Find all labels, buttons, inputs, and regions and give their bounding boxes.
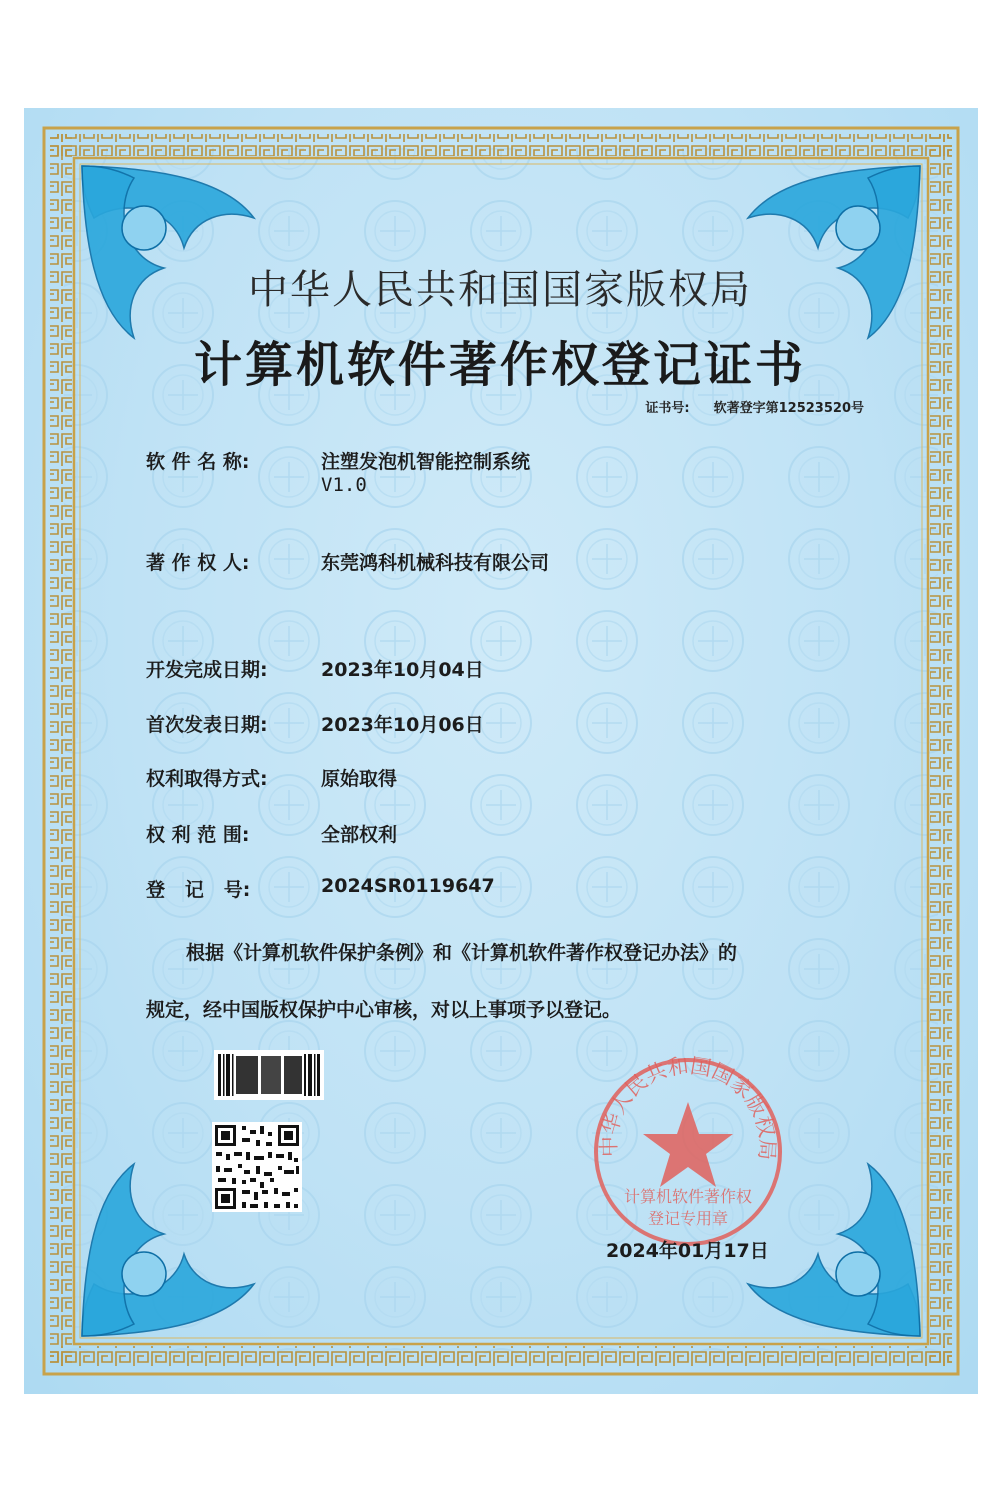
- certificate-number: [645, 397, 864, 416]
- field-registration-number: [146, 875, 495, 902]
- publication-date-label: 首次发表日期:: [146, 714, 268, 736]
- field-scope-of-rights: [146, 820, 397, 847]
- publication-date-value: 2023年10月06日: [321, 714, 484, 736]
- certificate-number-label: 证书号:: [645, 401, 690, 416]
- seal-ring-text: 中华人民共和国国家版权局: [596, 1053, 780, 1161]
- copyright-holder-value: 东莞鸿科机械科技有限公司: [321, 552, 550, 574]
- issuer-heading: 中华人民共和国国家版权局: [248, 267, 752, 313]
- barcode: [214, 1050, 324, 1100]
- software-name-value: 注塑发泡机智能控制系统: [321, 451, 531, 473]
- software-name-label: 软 件 名 称:: [146, 451, 250, 473]
- issue-date: 2024年01月17日: [606, 1240, 769, 1262]
- field-acquisition-method: [146, 764, 397, 791]
- statement-line-1: 根据《计算机软件保护条例》和《计算机软件著作权登记办法》的: [186, 942, 738, 964]
- certificate-title: 计算机软件著作权登记证书: [193, 337, 806, 393]
- scope-of-rights-value: 全部权利: [321, 824, 398, 846]
- field-software-name: [146, 447, 530, 496]
- field-development-date: [146, 655, 484, 682]
- scope-of-rights-label: 权 利 范 围:: [146, 824, 250, 846]
- certificate-number-value: 软著登字第12523520号: [713, 401, 864, 416]
- development-date-label: 开发完成日期:: [146, 659, 268, 681]
- field-copyright-holder: [146, 548, 549, 575]
- registration-number-value: 2024SR0119647: [321, 875, 495, 897]
- copyright-holder-label: 著 作 权 人:: [146, 552, 250, 574]
- seal-line-1: 计算机软件著作权: [623, 1187, 753, 1206]
- statement-line-2: 规定，经中国版权保护中心审核，对以上事项予以登记。: [146, 999, 622, 1021]
- field-publication-date: [146, 710, 484, 737]
- acquisition-method-value: 原始取得: [321, 768, 398, 790]
- registration-number-label: 登 记 号:: [146, 879, 251, 901]
- star-icon: [643, 1102, 733, 1187]
- development-date-value: 2023年10月04日: [321, 659, 484, 681]
- software-version-value: V1.0: [321, 474, 367, 496]
- seal-line-2: 登记专用章: [647, 1209, 729, 1228]
- qr-code: [212, 1122, 302, 1212]
- acquisition-method-label: 权利取得方式:: [146, 768, 268, 790]
- official-seal: [588, 1052, 788, 1252]
